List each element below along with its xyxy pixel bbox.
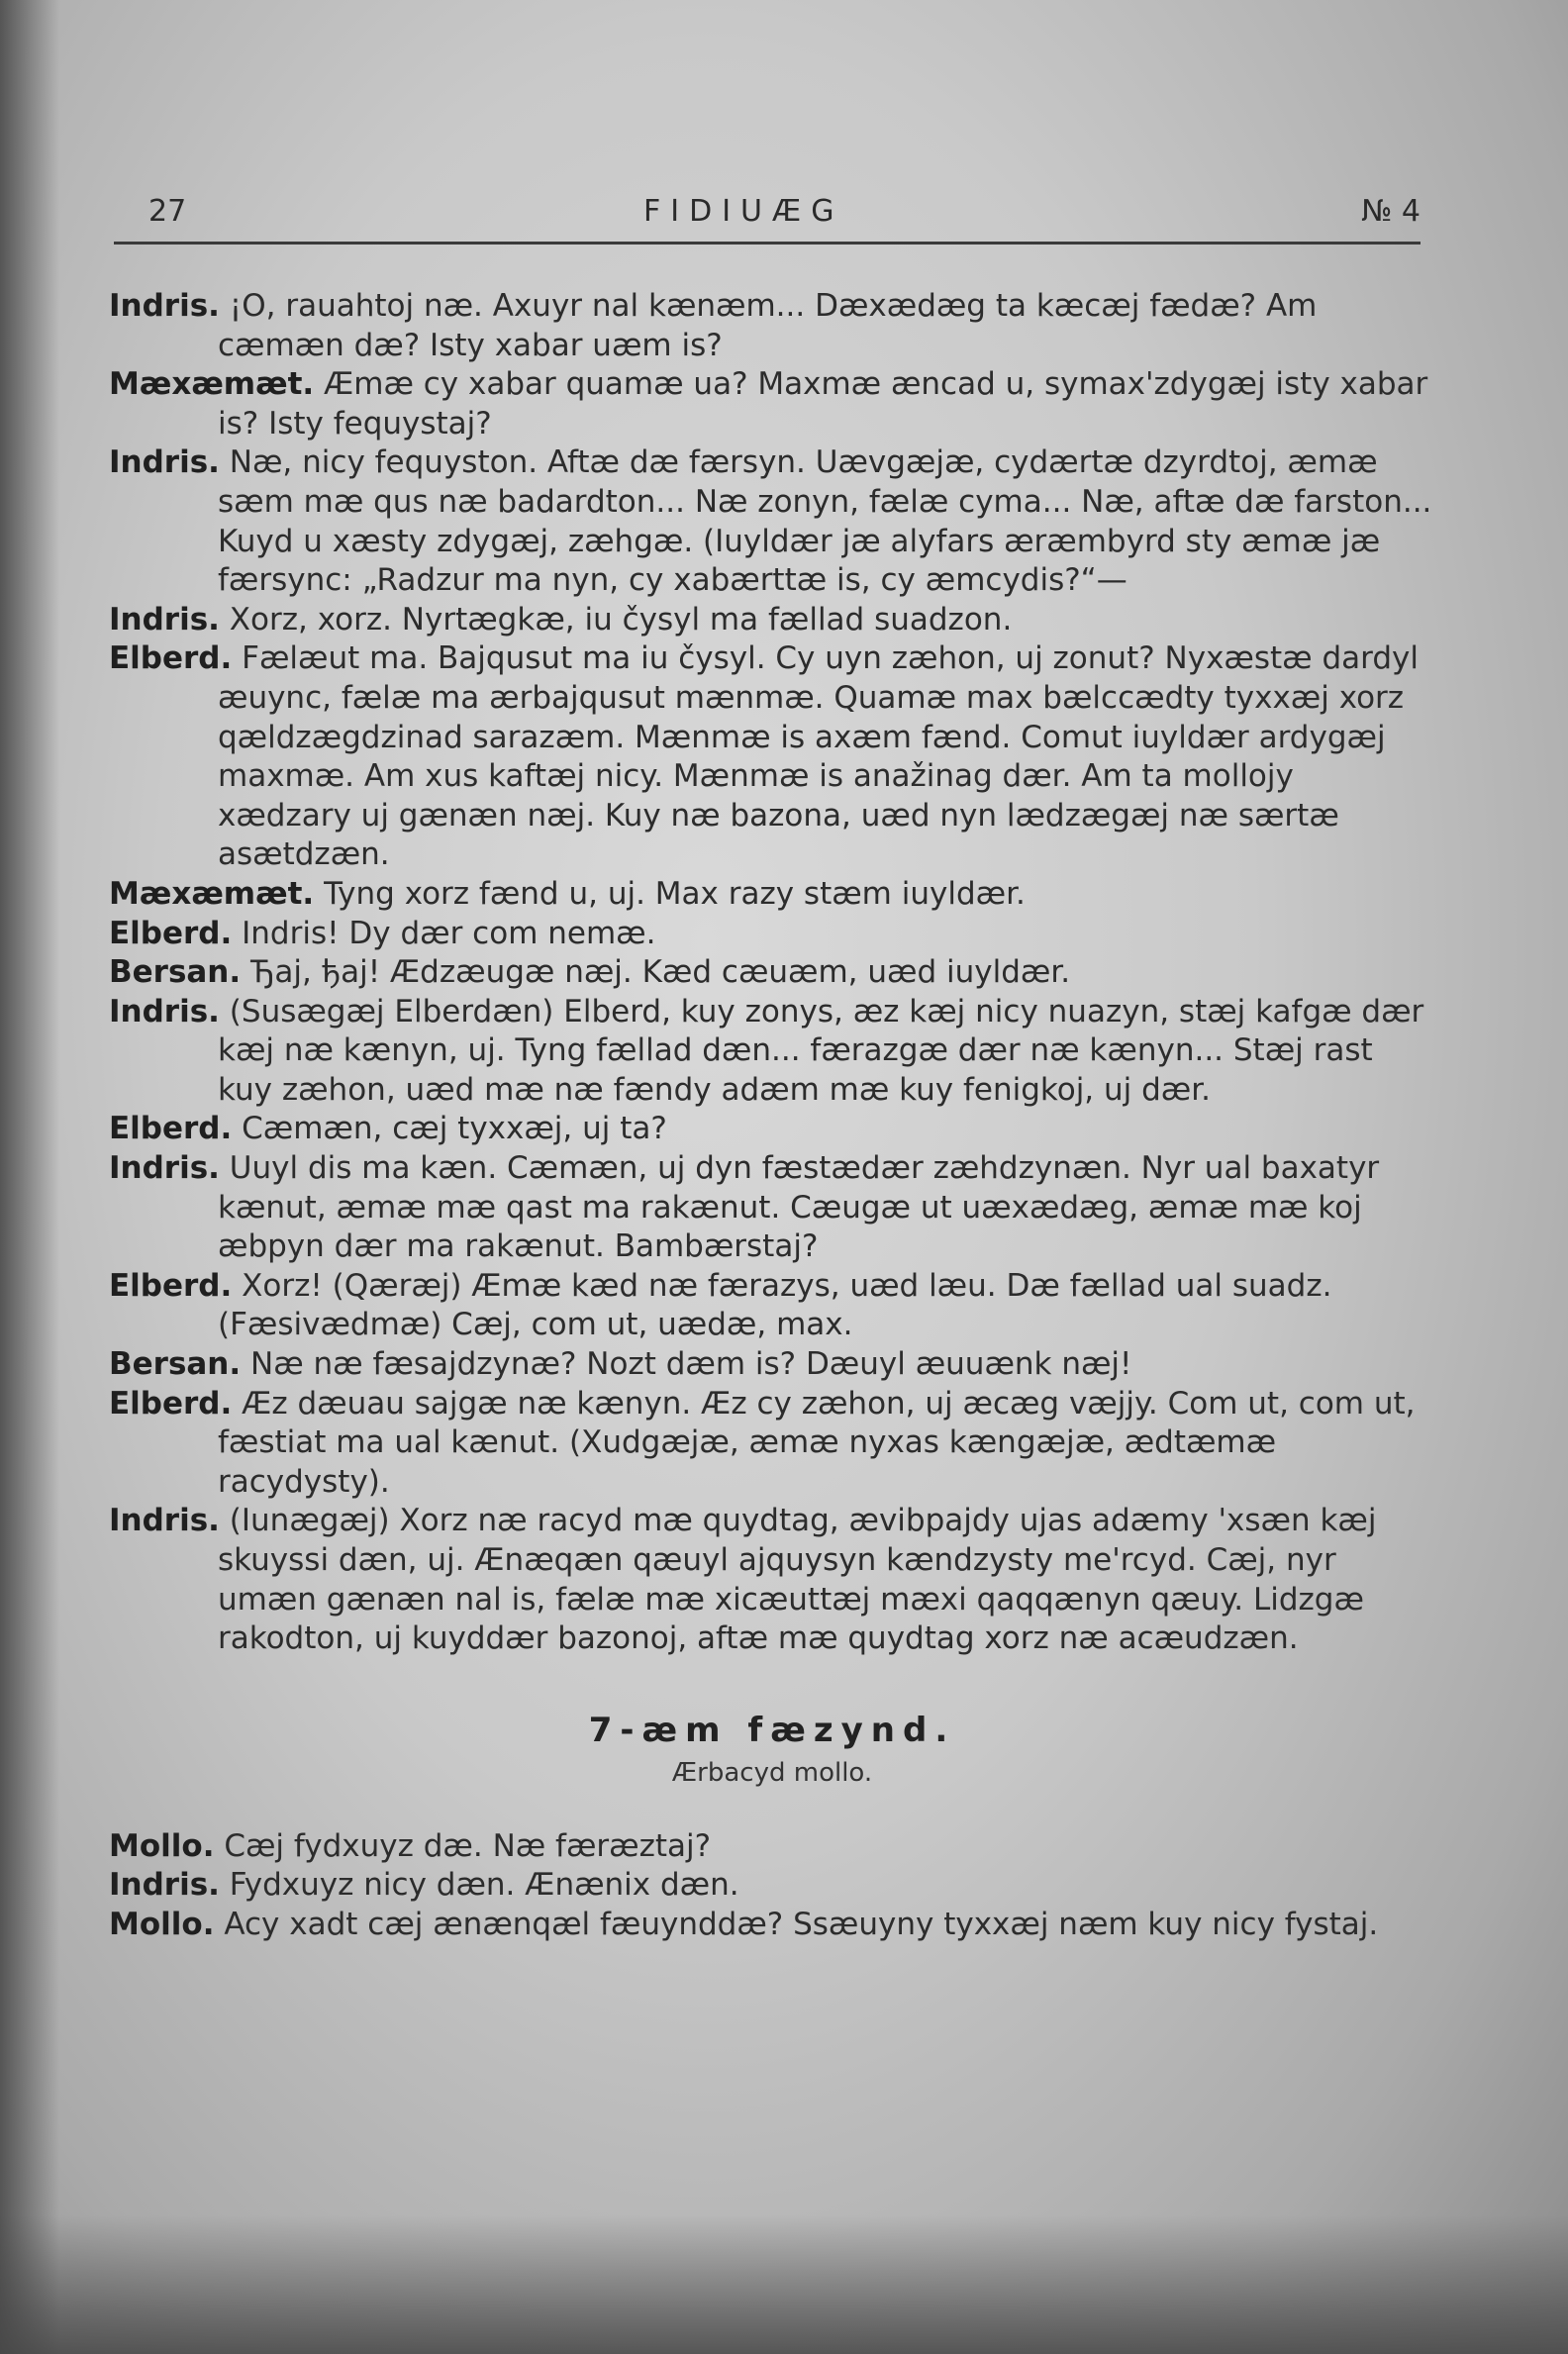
line-text: Tyng xorz fænd u, uj. Max razy stæm iuyldær. <box>324 875 1026 912</box>
dialogue-line <box>109 443 1435 600</box>
speaker-name: Indris. <box>109 288 220 324</box>
dialogue-line <box>109 601 1435 640</box>
line-text: Næ næ fæsajdzynæ? Nozt dæm is? Dæuyl æuuænk næj! <box>250 1346 1132 1383</box>
dialogue-line <box>109 1267 1435 1345</box>
dialogue-line <box>109 915 1435 954</box>
speaker-name: Indris. <box>109 993 220 1030</box>
line-text: Fælæut ma. Bajqusut ma iu čysyl. Cy uyn zæhon, uj zonut? Nyxæstæ dardyl æuync, fælæ ma ærbajqusut mænmæ. Quamæ max bælccædty tyxxæj xorz qældzægdzinad sarazæm. Mænmæ is axæm fænd. Comut iuyldær ardygæj maxmæ. Am xus kaftæj nicy. Mænmæ is anažinag dær. Am ta mollojy xædzary uj gænæn næj. Kuy næ bazona, uæd nyn lædzægæj næ særtæ asætdzæn. <box>218 640 1419 873</box>
dialogue-line <box>109 639 1435 875</box>
dialogue-block-after-scene <box>109 1827 1435 1945</box>
line-text: Xorz! (Qæræj) Æmæ kæd næ færazys, uæd læu. Dæ fællad ual suadz. (Fæsivædmæ) Cæj, com ut, uædæ, max. <box>218 1267 1332 1343</box>
speaker-name: Elberd. <box>109 915 233 951</box>
play-text <box>109 287 1435 1945</box>
dialogue-line <box>109 1110 1435 1149</box>
line-text: Indris! Dy dær com nemæ. <box>242 915 656 951</box>
dialogue-line <box>109 287 1435 365</box>
running-header <box>148 194 1421 234</box>
dialogue-line <box>109 875 1435 915</box>
speaker-name: Indris. <box>109 1503 220 1539</box>
line-text: Acy xadt cæj ænænqæl fæuynddæ? Ssæuyny tyxxæj næm kuy nicy fystaj. <box>224 1906 1379 1942</box>
speaker-name: Indris. <box>109 1150 220 1187</box>
speaker-name: Mæxæmæt. <box>109 366 315 403</box>
speaker-name: Mollo. <box>109 1827 215 1864</box>
line-text: Fydxuyz nicy dæn. Ænænix dæn. <box>229 1867 739 1904</box>
page-shadow-bottom <box>0 2215 1568 2354</box>
dialogue-line <box>109 1149 1435 1267</box>
issue-number: № 4 <box>1361 194 1421 229</box>
dialogue-line <box>109 1345 1435 1385</box>
line-text: Uuyl dis ma kæn. Cæmæn, uj dyn fæstædær zæhdzynæn. Nyr ual baxatyr kænut, æmæ mæ qast ma rakænut. Cæugæ ut uæxædæg, æmæ mæ koj æbpyn dær ma rakænut. Bambærstaj? <box>218 1150 1380 1265</box>
dialogue-block <box>109 287 1435 1659</box>
speaker-name: Bersan. <box>109 1346 242 1383</box>
header-rule <box>114 242 1421 245</box>
dialogue-line <box>109 1385 1435 1503</box>
page-shadow-left <box>0 0 59 2354</box>
journal-title: FIDIUÆG <box>643 194 844 229</box>
dialogue-line <box>109 1906 1435 1945</box>
dialogue-line <box>109 993 1435 1111</box>
dialogue-line <box>109 1866 1435 1906</box>
dialogue-line <box>109 1502 1435 1658</box>
speaker-name: Indris. <box>109 444 220 481</box>
speaker-name: Indris. <box>109 1867 220 1904</box>
line-text: (Iunægæj) Xorz næ racyd mæ quydtag, ævibpajdy ujas adæmy 'xsæn kæj skuyssi dæn, uj. Ænæqæn qæuyl ajquysyn kændzysty me'rcyd. Cæj, nyr umæn gænæn nal is, fælæ mæ xicæuttæj mæxi qaqqænyn qæuy. Lidzgæ rakodton, uj kuyddær bazonoj, aftæ mæ quydtag xorz næ acæudzæn. <box>218 1503 1377 1657</box>
scene-subtitle: Ærbacyd mollo. <box>671 1757 873 1788</box>
scene-title: 7-æm fæzynd. <box>588 1710 956 1750</box>
speaker-name: Bersan. <box>109 954 242 991</box>
line-text: Næ, nicy fequyston. Aftæ dæ færsyn. Uævgæjæ, cydærtæ dzyrdtoj, æmæ sæm mæ qus næ badardton... Næ zonyn, fælæ cyma... Næ, aftæ dæ farston... Kuyd u xæsty zdygæj, zæhgæ. (Iuyldær jæ alyfars æræmbyrd sty æmæ jæ færsync: „Radzur ma nyn, cy xabærttæ is, cy æmcydis?“— <box>218 444 1432 599</box>
line-text: ¡O, rauahtoj næ. Axuyr nal kænæm... Dæxædæg ta kæcæj fædæ? Am cæmæn dæ? Isty xabar uæm is? <box>218 288 1318 363</box>
speaker-name: Elberd. <box>109 640 233 677</box>
dialogue-line <box>109 953 1435 993</box>
dialogue-line <box>109 1827 1435 1867</box>
speaker-name: Elberd. <box>109 1385 233 1422</box>
line-text: Cæj fydxuyz dæ. Næ færæztaj? <box>224 1827 712 1864</box>
line-text: Cæmæn, cæj tyxxæj, uj ta? <box>242 1111 667 1147</box>
speaker-name: Mæxæmæt. <box>109 875 315 912</box>
line-text: (Susægæj Elberdæn) Elberd, kuy zonys, æz kæj nicy nuazyn, stæj kafgæ dær kæj næ kænyn, uj. Tyng fællad dæn... færazgæ dær næ kænyn... Stæj rast kuy zæhon, uæd mæ næ fændy adæm mæ kuy fenigkoj, uj dær. <box>218 993 1424 1108</box>
dialogue-line <box>109 365 1435 443</box>
speaker-name: Indris. <box>109 601 220 638</box>
line-text: Ђaj, ђaj! Ædzæugæ næj. Kæd cæuæm, uæd iuyldær. <box>250 954 1071 991</box>
line-text: Æz dæuau sajgæ næ kænyn. Æz cy zæhon, uj æcæg væjjy. Com ut, com ut, fæstiat ma ual kænut. (Xudgæjæ, æmæ nyxas kængæjæ, ædtæmæ racydysty). <box>218 1385 1416 1500</box>
page-number: 27 <box>148 194 187 229</box>
speaker-name: Elberd. <box>109 1267 233 1304</box>
line-text: Xorz, xorz. Nyrtægkæ, iu čysyl ma fællad suadzon. <box>229 601 1013 638</box>
speaker-name: Elberd. <box>109 1111 233 1147</box>
scene-heading <box>109 1707 1435 1792</box>
speaker-name: Mollo. <box>109 1906 215 1942</box>
line-text: Æmæ cy xabar quamæ ua? Maxmæ æncad u, symax'zdygæj isty xabar is? Isty fequystaj? <box>218 366 1428 441</box>
